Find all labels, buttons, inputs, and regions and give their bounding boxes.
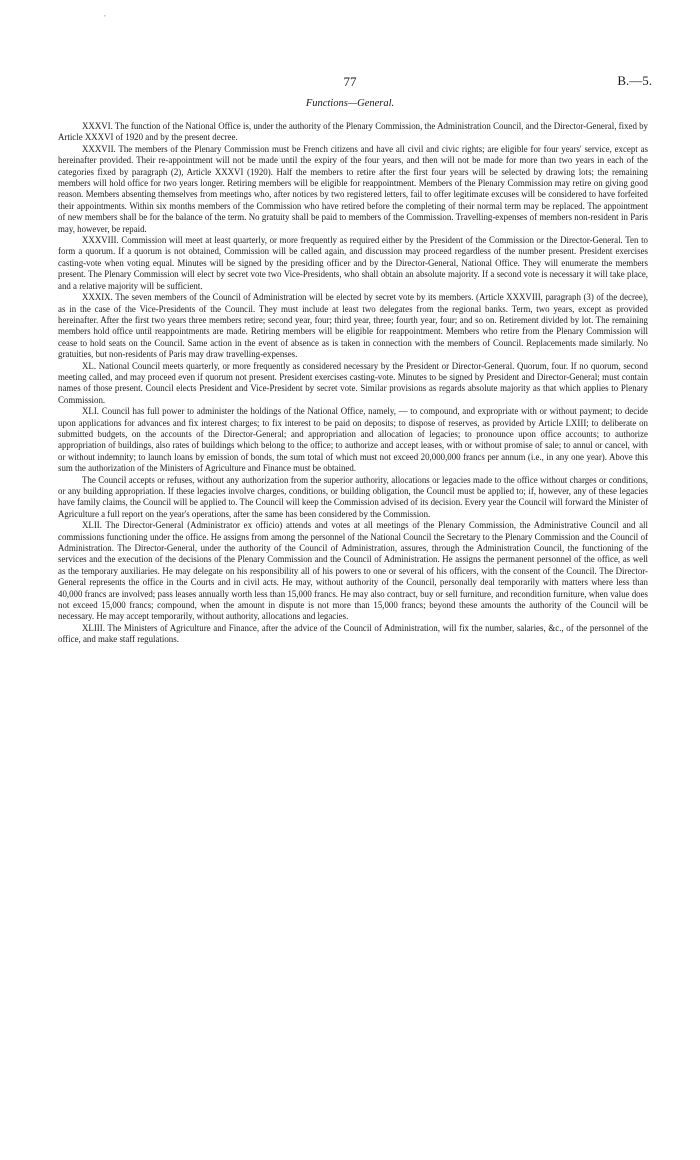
document-reference: B.—5. (617, 73, 652, 88)
paragraph-article-xl: XL. National Council meets quarterly, or more frequently as considered necessary by the President or Director-General. Quorum, four. If no quorum, second meeting called, and may proceed even if quorum not present. President exercises casting-vote. Minutes to be signed by President and Director-General; must contain names of those present. Council elects President and Vice-President by secret vote. Similar provisions as regards absolute majority as that which applies to Plenary Commission. (58, 360, 648, 405)
paragraph-article-xli: XLI. Council has full power to administer the holdings of the National Office, namely, — to compound, and expropriate with or without payment; to decide upon applications for advances and fix interest charges; to fix interest to be paid on deposits; to dispose of reserves, as provided by Article LXIII; to deliberate on submitted budgets, on the accounts of the Director-General; and appropriation and allocation of legacies; to pronounce upon office accounts; to authorize appropriation of buildings, also rates of buildings which belong to the office; to authorize and accept leases, with or without promise of sale; to annul or cancel, with or without indemnity; to launch loans by emission of bonds, the sum total of which must not exceed 20,000,000 francs per annum (i.e., in any one year). Above this sum the authorization of the Ministers of Agriculture and Finance must be obtained. (58, 406, 648, 474)
paragraph-article-xxxviii: XXXVIII. Commission will meet at least quarterly, or more frequently as required either by the President of the Commission or the Director-General. Ten to form a quorum. If a quorum is not obtained, Commission will be called again, and discussion may proceed regardless of the number present. President exercises casting-vote when voting equal. Minutes will be signed by the presiding officer and by the Director-General, National Office. They will enumerate the members present. The Plenary Commission will elect by secret vote two Vice-Presidents, who shall obtain an absolute majority. If a second vote is necessary it will take place, and a relative majority will be sufficient. (58, 235, 648, 291)
page-number: 77 (343, 74, 357, 89)
paragraph-article-xlii: XLII. The Director-General (Administrator ex officio) attends and votes at all meetings of the Plenary Commission, the Administrative Council and all commissions functioning under the office. He assigns from among the personnel of the National Council the Secretary to the Plenary Commission and the Council of Administration. The Director-General, under the authority of the Council of Administration, assures, through the Administration Council, the functioning of the services and the execution of the decisions of the Plenary Commission and the Council of Administration. He assigns the permanent personnel of the office, as well as the temporary auxiliaries. He may delegate on his responsibility all of his powers to one or several of his officers, with the consent of the Council. The Director-General represents the office in the Courts and in civil acts. He may, without authority of the Council, personally deal temporarily with matters where less than 40,000 francs are involved; pass leases annually worth less than 15,000 francs. He may also contract, buy or sell furniture, and recondition furniture, when value does not exceed 15,000 francs; compound, when the amount in dispute is not more than 15,000 francs; beyond these amounts the authority of the Council will be necessary. He may accept temporarily, without authority, allocations and legacies. (58, 520, 648, 622)
paragraph-council-legacies: The Council accepts or refuses, without any authorization from the superior authority, allocations or legacies made to the office without charges or conditions, or any building appropriation. If these legacies involve charges, conditions, or building obligation, the Council must be applied to; if, however, any of these legacies have family claims, the Council will be applied to. The Council will keep the Commission advised of its decision. Every year the Council will forward the Minister of Agriculture a full report on the year's operations, after the same has been considered by the Commission. (58, 474, 648, 519)
section-heading: Functions—General. (305, 98, 395, 109)
document-body (58, 121, 648, 646)
paragraph-article-xxxvii: XXXVII. The members of the Plenary Commission must be French citizens and have all civil and civic rights; are eligible for four years' service, except as hereinafter provided. Their re-appointment will not be made until the expiry of the four years, and then will not be made for more than two years in each of the categories fixed by paragraph (2), Article XXXVI (1920). Half the members to retire after the first four years will be selected by drawing lots; the remaining members will hold office for two years longer. Retiring members will be eligible for reappointment. Members of the Plenary Commission may retire on giving good reason. Members absenting themselves from meetings who, after notices by two registered letters, fail to offer legitimate excuses will be considered to have forfeited their appointments. Within six months members of the Commission who have retired before the completing of their normal term may be replaced. The appointment of new members shall be for the balance of the term. No gratuity shall be paid to members of the Commission. Travelling-expenses of members non-resident in Paris may, however, be repaid. (58, 143, 648, 234)
paragraph-article-xxxix: XXXIX. The seven members of the Council of Administration will be elected by secret vote by its members. (Article XXXVIII, paragraph (3) of the decree), as in the case of the Vice-Presidents of the Council. They must include at least two delegates from the regional banks. Term, two years, except as provided hereinafter. After the first two years three members retire; second year, four; third year, three; fourth year, four; and so on. Retirement divided by lot. The remaining members hold office until reappointments are made. Retiring members will be eligible for reappointment. Members who retire from the Plenary Commission will cease to hold seats on the Council. Same action in the event of absence as is taken in connection with the members of Council. Replacements made similarly. No gratuities, but non-residents of Paris may draw travelling-expenses. (58, 292, 648, 360)
stray-mark: , (104, 10, 106, 18)
paragraph-article-xliii: XLIII. The Ministers of Agriculture and Finance, after the advice of the Council of Administration, will fix the number, salaries, &c., of the personnel of the office, and make staff regulations. (58, 622, 648, 645)
paragraph-article-xxxvi: XXXVI. The function of the National Office is, under the authority of the Plenary Commission, the Administration Council, and the Director-General, fixed by Article XXXVI of 1920 and by the present decree. (58, 121, 648, 143)
